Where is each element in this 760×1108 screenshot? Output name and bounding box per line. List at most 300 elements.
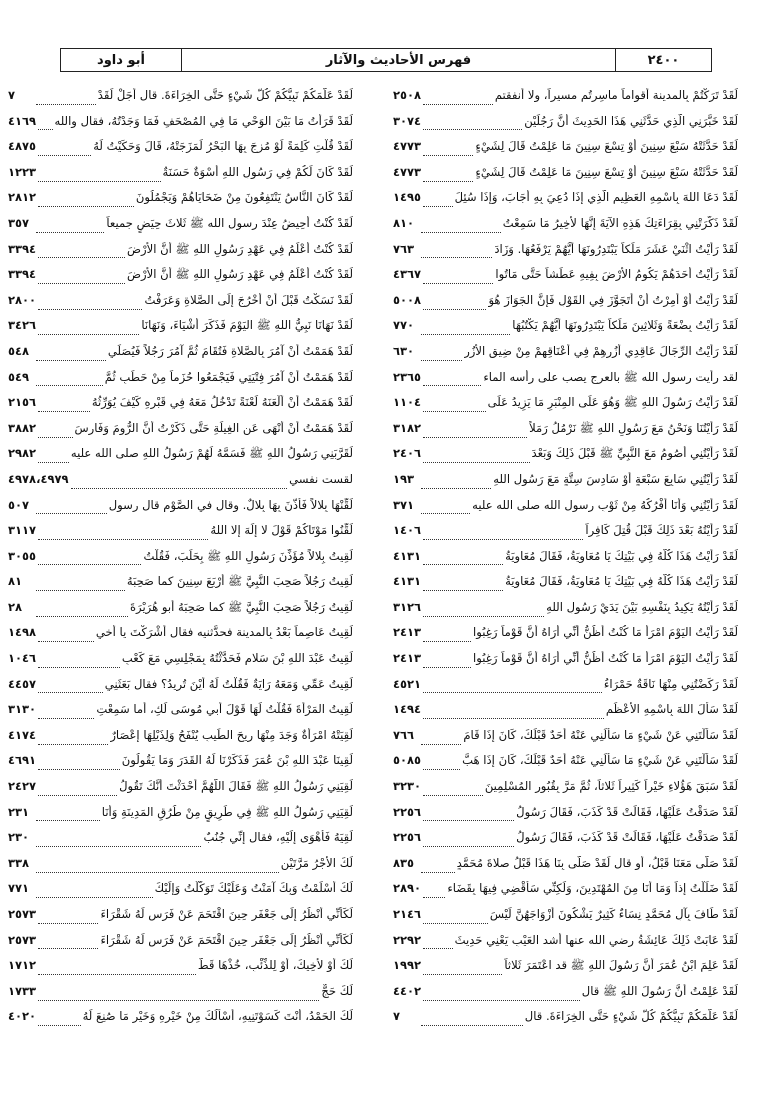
entry-number: ٣٢٣٠ (393, 779, 422, 794)
entry-number: ٢٥٠٨ (393, 88, 422, 102)
entry-number: ٣٠٧٤ (393, 113, 422, 128)
leader-dots (36, 839, 201, 847)
leader-dots (423, 148, 473, 156)
entry-text: لَقِيتُ عَمِّي وَمَعَهُ رَايَةٌ فَقُلْتُ لَهُ أَيْنَ تُرِيدُ؟ فقال بَعَثَنِي (104, 676, 353, 691)
entry-number: ١٤٩٨ (8, 625, 37, 640)
entry-number: ٢٨٠٠ (8, 292, 37, 307)
entry-number: ٢٤١٣ (393, 651, 422, 666)
index-entry (8, 600, 353, 626)
entry-text: لَقَدْ عَلَّمَكُمْ نَبِيُّكُمْ كُلَّ شَيْءٍ حَتَّى الخِرَاءَةَ. قال (524, 1009, 738, 1024)
entry-number: ٤١٧٤ (8, 727, 37, 742)
entry-text: لَقَدْ دَعَا اللهَ بِاسْمِهِ العَظِيمِ الَّذِي إِذَا دُعِيَ بِهِ أَجَابَ، وَإِذَا سُئِلَ (454, 190, 738, 205)
entry-text: لَقِينَا عَبْدَ اللهِ بْنَ عُمَرَ فَذَكَرْنَا لَهُ القَدَرَ وَمَا يَقُولُونَ (121, 753, 353, 768)
entry-text: لَقَدْ هَمَمْتُ أَنْ آمُرَ فِتْيَتِي فَيَجْمَعُوا حُزَماً مِنْ حَطَبٍ ثُمَّ (104, 369, 353, 384)
entry-number: ٨١ (8, 574, 23, 589)
entry-text: لَقَدْ رَأَيْتُهُ بَعْدَ ذَلِكَ قَبْلَ قُتِلَ كَافِراً (585, 523, 738, 538)
entry-number: ٤٤٥٧ (8, 676, 37, 691)
index-entry (393, 907, 738, 933)
leader-dots (38, 250, 125, 258)
entry-number: ٤٤٠٢ (393, 983, 422, 998)
entry-number: ٤١٣١ (393, 574, 422, 589)
entry-number: ٢٨١٢ (8, 190, 37, 205)
entry-number: ٢٨٩٠ (393, 881, 422, 896)
entry-text: لَقَدْ كَانَ النَّاسُ يَنْتَفِعُونَ مِنْ ضَحَايَاهُمْ وَيَجْمُلُونَ (135, 190, 353, 205)
index-entry (393, 1009, 738, 1035)
index-entry (393, 933, 738, 959)
leader-dots (423, 788, 483, 796)
leader-dots (38, 532, 208, 540)
entry-number: ٣٨٨٢ (8, 420, 37, 435)
leader-dots (38, 557, 141, 565)
index-entry (393, 472, 738, 498)
leader-dots (423, 557, 503, 565)
entry-number: ٥٠٧ (8, 497, 30, 512)
entry-number: ٧ (393, 1009, 401, 1024)
index-entry (8, 702, 353, 728)
entry-text: لَكَ أَسْلَمْتُ وَبِكَ آمَنْتُ وَعَلَيْكَ تَوَكَّلْتُ وَإِلَيْكَ (154, 881, 353, 896)
index-entry (393, 805, 738, 831)
entry-number: ٣١٨٢ (393, 420, 422, 435)
leader-dots (423, 455, 529, 463)
entry-text: لَقَدْ رَأَيْتُ اثْنَيْ عَشَرَ مَلَكاً يَبْتَدِرُونَهَا أَيُّهُمْ يَرْفَعُهَا. وَزَادَ (494, 241, 738, 256)
index-entry (393, 830, 738, 856)
leader-dots (38, 634, 94, 642)
entry-number: ٣١٣٠ (8, 702, 37, 717)
index-entry (8, 472, 353, 498)
index-entry (8, 1009, 353, 1035)
entry-number: ٦٣٠ (393, 343, 415, 358)
left-column (8, 88, 353, 1035)
entry-number: ٤١٦٩ (8, 113, 37, 128)
index-entry (8, 139, 353, 165)
entry-text: لَقَدْ كَانَ لَكُمْ فِي رَسُولِ اللهِ أُسْوَةٌ حَسَنَةٌ (162, 164, 353, 179)
entry-text: لَقِّنُوا مَوْتَاكُمْ قَوْلَ لا إِلَهَ إِلا اللهُ (210, 523, 353, 538)
entry-number: ٣٠٥٥ (8, 548, 37, 563)
entry-text: لَقَدْ كُنْتُ أَعْلَمُ فِي عَهْدِ رَسُولِ اللهِ ﷺ أَنَّ الأَرْضَ (126, 267, 353, 282)
entry-text: لَقَدْ حَدَّثَتْهُ سَبْعَ سِنِينَ أَوْ تِسْعَ سِنِينَ مَا عَلِمْتُ قَالَ لِشَيْءٍ (475, 164, 738, 179)
index-entry (393, 421, 738, 447)
entry-number: ٧٧١ (8, 881, 30, 896)
index-entry (393, 702, 738, 728)
entry-text: لَقَدْ هَمَمْتُ أَنْ آمُرَ بِالصَّلاةِ فَتُقَامَ ثُمَّ آمُرَ رَجُلاً فَيُصَلِّي (107, 343, 353, 358)
page-number: ٢٤٠٠ (615, 49, 711, 71)
entry-number: ٥٠٨٥ (393, 753, 422, 768)
index-entry (393, 242, 738, 268)
entry-text: لَقَدْ ضَلَلْتُ إِذاً وَمَا أَنَا مِنَ المُهْتَدِينَ، وَلَكِنِّي سَأَقْضِي فِيهَا بِقَضَاء (447, 881, 738, 896)
leader-dots (423, 532, 583, 540)
entry-text: لقست نفسي (289, 471, 353, 486)
index-entry (8, 805, 353, 831)
entry-text: لَقِيَنِي رَسُولُ اللهِ ﷺ فَقَالَ اللَّهُمَّ أَحْدَثْتَ أَنَّكَ تَقُولُ (119, 779, 353, 794)
index-entry (393, 600, 738, 626)
entry-number: ٤١٣١ (393, 548, 422, 563)
entry-number: ٤٥٢١ (393, 676, 422, 691)
entry-number: ٧٦٦ (393, 727, 415, 742)
right-column (393, 88, 738, 1035)
entry-text: لَقِيتُ عَاصِماً بَعْدُ بِالمدينة فحدَّثنيه فقال أَشْرَكْتَ يا أخي (95, 625, 353, 640)
entry-text: لَقِيَهُ فَأَهْوَى إِلَيْهِ، فقال إِنِّي جُنُبٌ (203, 830, 353, 845)
entry-number: ٧٧٠ (393, 318, 415, 333)
index-entry (8, 114, 353, 140)
entry-number: ٤٨٧٥ (8, 139, 37, 154)
leader-dots (423, 583, 503, 591)
index-entry (8, 677, 353, 703)
entry-text: لَقَدْ رَكَضْتُنِي مِنْهَا نَاقَةٌ حَمْرَاءُ (603, 676, 738, 691)
index-entry (393, 293, 738, 319)
entry-text: لَقَدْ قُلْتِ كَلِمَةً لَوْ مُزِجَ بِهَا البَحْرُ لَمَزَجَتْهُ، قَالَ وَحَكَيْتُ لَهُ (93, 139, 353, 154)
entry-text: لَقَدْ رَأَيْتُ اليَوْمَ امْرَأً مَا كُنْتُ أَظُنُّ أَنِّي أَرَاهُ أَنَّ قَوْماً رَغِبُوا (473, 651, 738, 666)
leader-dots (38, 685, 103, 693)
leader-dots (423, 122, 522, 130)
leader-dots (423, 967, 502, 975)
index-entry (8, 856, 353, 882)
index-entry (393, 395, 738, 421)
index-entry (393, 190, 738, 216)
index-entry (8, 318, 353, 344)
entry-number: ٢٣٠ (8, 830, 30, 845)
leader-dots (423, 97, 493, 105)
leader-dots (423, 430, 527, 438)
leader-dots (36, 378, 103, 386)
entry-text: لَقَدْ هَمَمْتُ أَنْ أَلْعَنَهُ لَعْنَةً تَدْخُلُ مَعَهُ فِي قَبْرِهِ كَيْفَ يُوَرِّثُهُ (91, 395, 353, 410)
index-entry (393, 318, 738, 344)
leader-dots (38, 302, 142, 310)
leader-dots (38, 762, 120, 770)
leader-dots (38, 660, 120, 668)
index-entry (8, 753, 353, 779)
entry-text: لَقَدْ صَدَقْتُ عَلَيْهَا، فَقَالَتْ قَدْ كَذَبَ، فَقَالَ رَسُولُ (516, 804, 738, 819)
entry-number: ١٩٣ (393, 471, 415, 486)
index-entry (8, 293, 353, 319)
index-entry (8, 549, 353, 575)
entry-text: لَقَرَّبَنِي رَسُولُ اللهِ ﷺ فَسَمَّهُ لَهُمْ رَسُولُ اللهِ صلى الله عليه (70, 446, 353, 461)
entry-number: ٢٤١٣ (393, 625, 422, 640)
index-entry (393, 856, 738, 882)
entry-text: لَقِيتُ المَرْأَةَ فَقُلْتُ لَهَا قَوْلَ أبي مُوسَى لَكِ، أما سَمِعْتِ (96, 702, 353, 717)
entry-number: ٣٣٩٤ (8, 241, 37, 256)
index-entry (8, 574, 353, 600)
entry-number: ٤٧٧٣ (393, 164, 422, 179)
entry-text: لَقَدْ نَهَانَا نَبِيُّ اللهِ ﷺ اليَوْمَ فَذَكَرَ أَشْيَاءَ، وَنَهَانَا (141, 318, 353, 333)
entry-number: ٤٠٢٠ (8, 1009, 37, 1024)
index-entry (8, 344, 353, 370)
index-entry (393, 984, 738, 1010)
entry-text: لَقَدْ رَأَيْتُ اليَوْمَ امْرَأً مَا كُنْتُ أَظُنُّ أَنِّي أَرَاهُ أَنَّ قَوْماً رَغِبُوا (473, 625, 738, 640)
index-entry (8, 728, 353, 754)
index-entry (8, 421, 353, 447)
leader-dots (423, 634, 471, 642)
leader-dots (423, 199, 453, 207)
leader-dots (423, 174, 473, 182)
entry-text: لَقَدْ قَرَأْتُ مَا بَيْنَ الوَحْيِ مَا فِي المُصْحَفِ فَمَا وَجَدْتُهُ، فقال والله (54, 113, 353, 128)
entry-number: ٢٨ (8, 599, 23, 614)
index-entry (8, 242, 353, 268)
entry-text: لَقَدْ رَأَيْتُ هَذَا كُلَّهُ فِي بَيْتِكَ يَا مُعَاوِيَةُ، فَقَالَ مُعَاوِيَةُ (505, 574, 738, 589)
entry-number: ٨١٠ (393, 215, 415, 230)
entry-number: ٢٢٩٢ (393, 932, 422, 947)
entry-text: لَقَدْ تَرَكْتُمْ بِالمدينة أقواماً ماسِرتُم مسيراً، ولا أنفقتم (494, 88, 738, 102)
index-entry (8, 881, 353, 907)
leader-dots (38, 174, 160, 182)
index-entry (8, 625, 353, 651)
leader-dots (36, 813, 100, 821)
entry-text: لَقَدْ طَافَ بِآلِ مُحَمَّدٍ نِسَاءٌ كَثِيرٌ يَشْكُونَ أَزْوَاجَهُنَّ لَيْسَ (489, 907, 738, 921)
leader-dots (36, 506, 107, 514)
leader-dots (421, 481, 491, 489)
entry-text: لَقِّنْهَا بِلالاً فَأَذَّنَ بِهَا بِلالٌ. وقال في الصَّوْمِ قال رسول (108, 497, 353, 512)
page-header (60, 48, 712, 72)
entry-number: ٤٣٦٧ (393, 267, 422, 282)
leader-dots (38, 788, 117, 796)
entry-text: لَقَدْ خَبَّرَنِي الَّذِي حَدَّثَنِي هَذَا الحَدِيثَ أَنَّ رَجُلَيْنِ (524, 113, 738, 128)
entry-text: لَقَدْ عَلِمْتُ أَنَّ رَسُولَ اللهِ ﷺ قال (581, 983, 738, 998)
entry-text: لَقِيتُ عَبْدَ اللهِ بْنَ سَلامٍ فَحَدَّثْتُهُ بِمَجْلِسِي مَعَ كَعْبٍ (121, 651, 353, 666)
entry-number: ٥٤٨ (8, 343, 30, 358)
index-entry (8, 190, 353, 216)
index-entry (393, 625, 738, 651)
entry-number: ٤٧٧٣ (393, 139, 422, 154)
entry-number: ١٧١٢ (8, 958, 37, 973)
entry-text: لَقَدْ صَلَّى مَعَنَا قَبْلُ، أو قال لَقَدْ صَلَّى بِنَا هَذَا قَبْلُ صلاةَ مُحَمَّدٍ (456, 855, 738, 870)
index-entry (393, 446, 738, 472)
entry-text: لَقَدْ عَابَتْ ذَلِكَ عَائِشَةُ رضي الله عنها أشد العَيْبِ يَعْنِي حَدِيثَ (454, 932, 738, 947)
entry-text: لَقَدْ هَمَمْتُ أَنْ أَنْهَى عَنِ الغِيلَةِ حَتَّى ذَكَرْتُ أَنَّ الرُّومَ وَفَارِسَ (74, 420, 353, 435)
leader-dots (423, 839, 514, 847)
index-entry (8, 395, 353, 421)
entry-number: ٧ (8, 88, 16, 102)
index-entry (393, 728, 738, 754)
entry-number: ٣٤٢٦ (8, 318, 37, 333)
leader-dots (36, 890, 153, 898)
leader-dots (38, 455, 69, 463)
leader-dots (36, 97, 96, 105)
entry-text: لَقَدْ رَأَيْتُ بِضْعَةً وَثَلاثِينَ مَلَكاً يَبْتَدِرُونَهَا أَيُّهُمْ يَكْتُبُهَا (512, 318, 738, 333)
entry-text: لَقَدْ نَسَكْتُ قَبْلَ أَنْ أَخْرُجَ إِلَى الصَّلاةِ وَعَرَفْتُ (144, 292, 353, 307)
entry-number: ٤٦٩١ (8, 753, 37, 768)
entry-text: لَكَأَنِّي أَنْظُرُ إِلَى جَعْفَرٍ حِينَ اقْتَحَمَ عَنْ فَرَسٍ لَهُ شَقْرَاءَ (100, 932, 353, 947)
entry-number: ١٠٤٦ (8, 651, 37, 666)
entry-number: ١٩٩٢ (393, 958, 422, 973)
leader-dots (36, 609, 128, 617)
index-entry (393, 165, 738, 191)
entry-text: لَقَدْ رَأَيْتُ أَوْ أُمِرْتُ أَنْ أَتَجَوَّزَ فِي القَوْلِ فَإِنَّ الجَوَازَ هُوَ (488, 292, 738, 307)
leader-dots (36, 225, 104, 233)
entry-number: ١٧٣٣ (8, 983, 37, 998)
index-entry (393, 344, 738, 370)
entry-text: لَقَدْ رَأَيْتُ أَحَدَهُمْ يَكُومُ الأَرْضَ بِفِيهِ عَطَشاً حَتَّى مَاتُوا (495, 267, 738, 282)
entry-number: ٣٥٧ (8, 215, 30, 230)
index-entry (8, 267, 353, 293)
entry-number: ١٤٠٦ (393, 523, 422, 538)
leader-dots (38, 148, 91, 156)
index-entry (393, 216, 738, 242)
entry-number: ٢٢٥٦ (393, 804, 422, 819)
entry-text: لَقَدْ سَبَقَ هَؤُلاءِ خَيْراً كَثِيراً ثَلاثاً، ثُمَّ مَرَّ بِقُبُورِ المُسْلِمِينَ (484, 779, 738, 794)
leader-dots (423, 890, 445, 898)
index-entry (393, 779, 738, 805)
entry-text: لَقَدْ كُنْتُ أَعْلَمُ فِي عَهْدِ رَسُولِ اللهِ ﷺ أَنَّ الأَرْضَ (126, 241, 353, 256)
index-entry (393, 574, 738, 600)
leader-dots (38, 916, 98, 924)
entry-text: لَقِيَنِي رَسُولُ اللهِ ﷺ فِي طَرِيقٍ مِنْ طُرُقِ المَدِينَةِ وَأَنَا (101, 804, 353, 819)
leader-dots (38, 327, 139, 335)
index-entry (393, 677, 738, 703)
page-title: فهرس الأحاديث والآثار (181, 49, 615, 71)
index-entry (8, 216, 353, 242)
leader-dots (38, 967, 196, 975)
index-entry (8, 88, 353, 114)
index-entry (393, 498, 738, 524)
index-entry (8, 984, 353, 1010)
index-entry (8, 523, 353, 549)
entry-text: لَقَدْ رَأَيْتُنِي وَأَنَا أَفْرُكُهُ مِنْ ثَوْبِ رسول الله صلى الله عليه (472, 497, 738, 512)
entry-text: لَقِيَتْهُ امْرَأَةٌ وَجَدَ مِنْهَا رِيحَ الطِّيبِ يُنْفَحُ وَلِذَيْلِهَا إِعْصَارٌ (110, 727, 353, 742)
entry-number: ٣١٢٦ (393, 599, 422, 614)
leader-dots (421, 865, 455, 873)
leader-dots (421, 353, 462, 361)
entry-text: لَكَ أَوْ لأَخِيكَ، أَوْ لِلذِّئْبِ، خُذْهَا قَطُّ (197, 958, 353, 973)
entry-number: ٧٦٣ (393, 241, 415, 256)
leader-dots (38, 404, 90, 412)
leader-dots (38, 199, 134, 207)
index-entry (393, 88, 738, 114)
entry-text: لَقَدْ رَأَيْتُنِي أَصُومُ مَعَ النَّبِيِّ ﷺ قَبْلَ ذَلِكَ وَبَعْدَ (531, 446, 738, 461)
entry-number: ١٤٩٥ (393, 190, 422, 205)
entry-text: لَقَدْ رَأَيْتُ هَذَا كُلَّهُ فِي بَيْتِكَ يَا مُعَاوِيَةُ، فَقَالَ مُعَاوِيَةُ (505, 548, 738, 563)
index-entry (393, 267, 738, 293)
leader-dots (423, 916, 488, 924)
entry-text: لَقَدْ رَأَيْتُ الرِّجَالَ عَاقِدِي أُزُرِهِمْ فِي أَعْنَاقِهِمْ مِنْ ضِيقِ الأُزُرِ (464, 343, 738, 358)
leader-dots (71, 481, 288, 489)
entry-number: ٢٤٢٧ (8, 779, 37, 794)
index-entry (393, 958, 738, 984)
entry-text: لَقَدْ سَأَلَ اللهَ بِاسْمِهِ الأَعْظَمِ (605, 702, 738, 717)
entry-number: ٢٣٦٥ (393, 369, 422, 384)
index-entry (8, 933, 353, 959)
entry-number: ٢٣١ (8, 804, 30, 819)
entry-text: لَقَدْ رَأَيْتُنِي سَابِعَ سَبْعَةٍ أَوْ سَادِسَ سِتَّةٍ مَعَ رَسُولِ اللهِ (493, 471, 738, 486)
index-entry (8, 498, 353, 524)
index-entry (8, 907, 353, 933)
leader-dots (38, 430, 72, 438)
index-entry (8, 370, 353, 396)
entry-text: لَقِيتُ رَجُلاً صَحِبَ النَّبِيَّ ﷺ كما صَحِبَهُ أبو هُرَيْرَةَ (129, 599, 353, 614)
leader-dots (423, 378, 481, 386)
entry-number: ٢١٥٦ (8, 395, 37, 410)
entry-number: ٣١١٧ (8, 523, 37, 538)
leader-dots (423, 762, 460, 770)
entry-text: لَقَدْ حَدَّثَتْهُ سَبْعَ سِنِينَ أَوْ تِسْعَ سِنِينَ مَا عَلِمْتُ قَالَ لِشَيْءٍ (475, 139, 738, 154)
leader-dots (38, 993, 319, 1001)
index-entry (8, 446, 353, 472)
leader-dots (423, 685, 602, 693)
entry-text: لقد رأيت رسول الله ﷺ بالعرج يصب على رأسه الماء (483, 369, 738, 384)
index-entry (8, 779, 353, 805)
entry-number: ١١٠٤ (393, 395, 422, 410)
index-entry (393, 881, 738, 907)
leader-dots (423, 276, 493, 284)
leader-dots (38, 1018, 81, 1026)
book-name: أبو داود (97, 52, 145, 68)
entry-text: لَقَدْ كُنْتُ أَحِيضُ عِنْدَ رسول الله ﷺ ثَلاثَ حِيَضٍ جميعاً (106, 215, 353, 230)
entry-text: لَقَدْ صَدَقْتُ عَلَيْهَا، فَقَالَتْ قَدْ كَذَبَ، فَقَالَ رَسُولُ (516, 830, 738, 845)
entry-number: ٢٢٥٦ (393, 830, 422, 845)
entry-text: لَقَدْ سَأَلْتَنِي عَنْ شَيْءٍ مَا سَأَلَنِي عَنْهُ أَحَدٌ قَبْلَكَ، كَانَ إِذَا هَبَّ (462, 753, 738, 768)
entry-text: لَقَدْ ذَكَّرَتْنِي بِقِرَاءَتِكَ هَذِهِ الآيَةَ إِنَّهَا لأَخِيرُ مَا سَمِعْتُ (502, 215, 738, 230)
leader-dots (423, 711, 604, 719)
entry-text: لَقَدْ رَأَيْتُنَا وَنَحْنُ مَعَ رَسُولِ اللهِ ﷺ نَرْمُلُ رَمَلاً (529, 420, 738, 435)
index-entry (393, 523, 738, 549)
entry-number: ٥٤٩ (8, 369, 30, 384)
leader-dots (38, 276, 125, 284)
leader-dots (36, 583, 125, 591)
leader-dots (421, 250, 492, 258)
entry-number: ٨٣٥ (393, 855, 415, 870)
leader-dots (423, 609, 544, 617)
leader-dots (423, 660, 471, 668)
leader-dots (38, 122, 52, 130)
leader-dots (423, 941, 453, 949)
leader-dots (36, 865, 279, 873)
leader-dots (38, 711, 94, 719)
leader-dots (36, 353, 106, 361)
entry-text: لَكَ الحَمْدُ، أَنْتَ كَسَوْتَنِيهِ، أَسْأَلُكَ مِنْ خَيْرِهِ وَخَيْرِ مَا صُنِعَ لَهُ (82, 1009, 353, 1024)
entry-text: لَكَ حَجٌّ (321, 983, 353, 998)
entry-text: لَقَدْ رَأَيْتُ رَسُولَ اللهِ ﷺ وَهُوَ عَلَى المِنْبَرِ مَا يَزِيدُ عَلَى (487, 395, 738, 410)
entry-number: ٢١٤٦ (393, 907, 422, 921)
entry-number: ٣٣٩٤ (8, 267, 37, 282)
leader-dots (421, 737, 461, 745)
entry-text: لَكَ الأَجْرُ مَرَّتَيْنِ (280, 855, 353, 870)
index-entry (393, 370, 738, 396)
entry-number: ٢٥٧٣ (8, 907, 37, 921)
leader-dots (423, 813, 514, 821)
index-entry (8, 165, 353, 191)
index-entry (8, 958, 353, 984)
leader-dots (38, 941, 98, 949)
entry-text: لَكَأَنِّي أَنْظُرُ إِلَى جَعْفَرٍ حِينَ اقْتَحَمَ عَنْ فَرَسٍ لَهُ شَقْرَاءَ (100, 907, 353, 921)
entry-number: ٤٩٧٨،٤٩٧٩ (8, 471, 69, 486)
entry-number: ٣٧١ (393, 497, 415, 512)
leader-dots (423, 404, 486, 412)
entry-number: ٥٠٠٨ (393, 292, 422, 307)
entry-number: ١٢٢٣ (8, 164, 37, 179)
index-entry (393, 139, 738, 165)
entry-text: لَقِيتُ بِلالاً مُؤَذِّنَ رَسُولِ اللهِ ﷺ بِحَلَبَ، فَقُلْتُ (143, 548, 353, 563)
entry-text: لَقِيتُ رَجُلاً صَحِبَ النَّبِيَّ ﷺ أَرْبَعَ سِنِينَ كما صَحِبَهُ (126, 574, 353, 589)
entry-text: لَقَدْ سَأَلْتَنِي عَنْ شَيْءٍ مَا سَأَلَنِي عَنْهُ أَحَدٌ قَبْلَكَ، كَانَ إِذَا قَامَ (463, 727, 738, 742)
leader-dots (38, 737, 108, 745)
leader-dots (423, 993, 580, 1001)
entry-number: ٣٣٨ (8, 855, 30, 870)
index-entry (393, 549, 738, 575)
entry-text: لَقَدْ عَلِمَ ابْنُ عُمَرَ أَنَّ رَسُولَ اللهِ ﷺ قد اعْتَمَرَ ثَلاثاً (504, 958, 738, 973)
entry-text: لَقَدْ رَأَيْتُهُ يَكِيدُ بِنَفْسِهِ بَيْنَ يَدَيْ رَسُولِ اللهِ (546, 599, 738, 614)
entry-number: ١٤٩٤ (393, 702, 422, 717)
leader-dots (421, 506, 470, 514)
index-entry (393, 651, 738, 677)
leader-dots (421, 1018, 523, 1026)
index-entry (8, 830, 353, 856)
leader-dots (423, 302, 486, 310)
index-entry (393, 753, 738, 779)
index-entry (8, 651, 353, 677)
entry-text: لَقَدْ عَلَّمَكُمْ نَبِيُّكُمْ كُلَّ شَيْءٍ حَتَّى الخِرَاءَةَ. قال أَجَلْ لَقَدْ (97, 88, 353, 102)
entry-number: ٢٥٧٣ (8, 932, 37, 947)
index-entry (393, 114, 738, 140)
leader-dots (421, 327, 510, 335)
entry-number: ٢٤٠٦ (393, 446, 422, 461)
